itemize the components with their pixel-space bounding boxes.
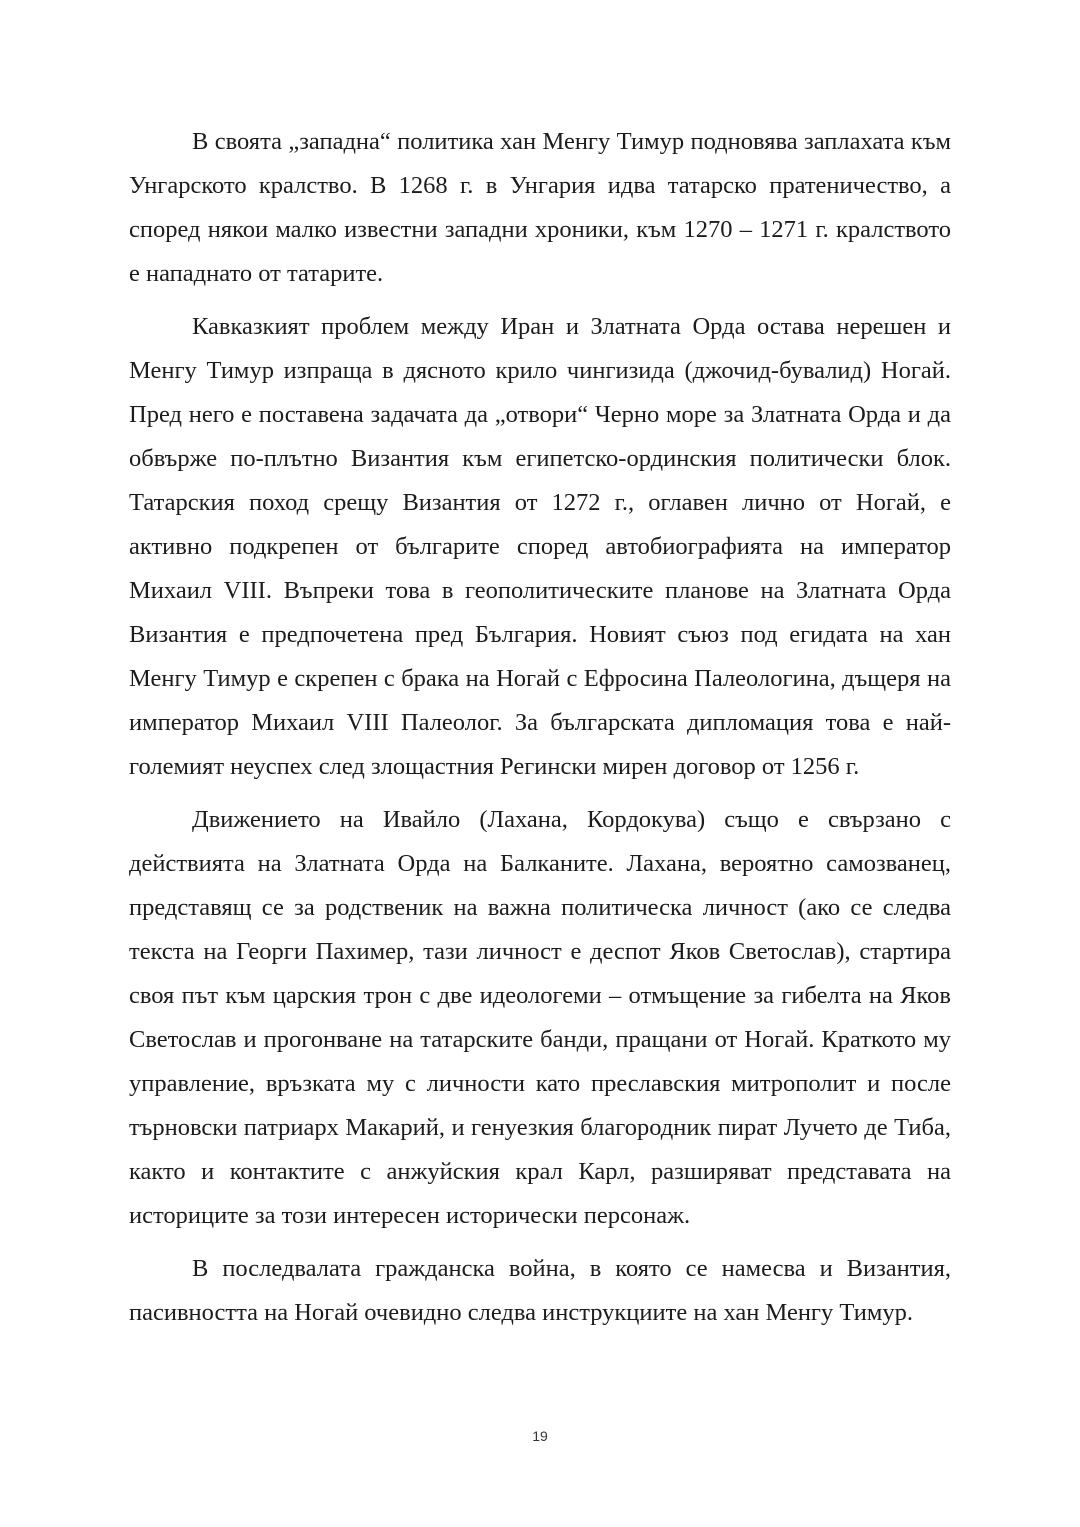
page-number: 19	[532, 1428, 548, 1444]
paragraph: В последвалата гражданска война, в която се намесва и Византия, пасивността на Ногай очевидно следва инструкциите на хан Менгу Тимур.	[129, 1255, 951, 1326]
paragraph: Движението на Ивайло (Лахана, Кордокува) също е свързано с действията на Златната Орда на Балканите. Лахана, вероятно самозванец, представящ се за родственик на важна политическа личност (ако се следва текста на Георги Пахимер, тази личност е деспот Яков Светослав), стартира своя път към царския трон с две идеологеми – отмъщение за гибелта на Яков Светослав и прогонване на татарските банди, пращани от Ногай. Краткото му управление, връзката му с личности като преславския митрополит и после търновски патриарх Макарий, и генуезкия благородник пират Лучето де Тиба, както и контактите с анжуйския крал Карл, разширяват представата на историците за този интересен исторически персонаж.	[129, 806, 951, 1229]
document-body	[129, 120, 951, 1344]
paragraph: В своята „западна“ политика хан Менгу Тимур подновява заплахата към Унгарското кралство. В 1268 г. в Унгария идва татарско пратеничество, а според някои малко известни западни хроники, към 1270 – 1271 г. кралството е нападнато от татарите.	[129, 128, 951, 287]
paragraph: Кавказкият проблем между Иран и Златната Орда остава нерешен и Менгу Тимур изпраща в дясното крило чингизида (джочид-бувалид) Ногай. Пред него е поставена задачата да „отвори“ Черно море за Златната Орда и да обвърже по-плътно Византия към египетско-ординския политически блок. Татарския поход срещу Византия от 1272 г., оглавен лично от Ногай, е активно подкрепен от българите според автобиографията на император Михаил VIII. Въпреки това в геополитическите планове на Златната Орда Византия е предпочетена пред България. Новият съюз под егидата на хан Менгу Тимур е скрепен с брака на Ногай с Ефросина Палеологина, дъщеря на император Михаил VIII Палеолог. За българската дипломация това е най-големият неуспех след злощастния Регински мирен договор от 1256 г.	[129, 313, 951, 780]
